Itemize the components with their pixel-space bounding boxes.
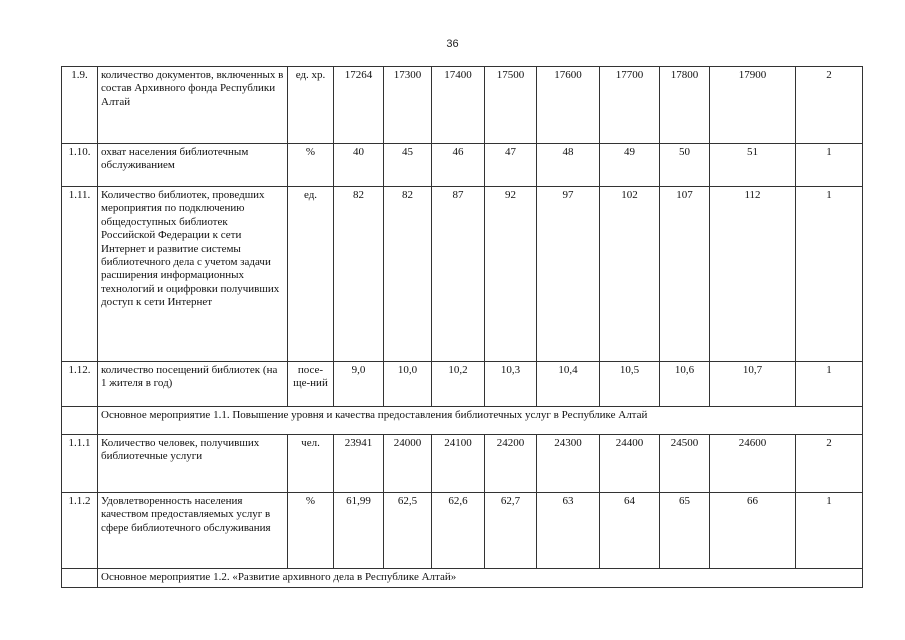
section-row [62,407,863,435]
value-cell: 17900 [710,67,796,144]
value-cell: 17400 [432,67,485,144]
unit-cell: % [288,144,334,187]
indicator-name: количество посещений библиотек (на 1 жителя в год) [98,362,288,407]
weight-cell: 1 [796,187,863,362]
weight-cell: 2 [796,67,863,144]
indicator-name: Удовлетворенность населения качеством предоставляемых услуг в сфере библиотечного обслуживания [98,493,288,569]
indicator-name: количество документов, включенных в состав Архивного фонда Республики Алтай [98,67,288,144]
value-cell: 24100 [432,435,485,493]
value-cell: 112 [710,187,796,362]
value-cell: 10,6 [660,362,710,407]
indicator-name: Количество библиотек, проведших мероприятия по подключению общедоступных библиотек Российской Федерации к сети Интернет и развитие системы библиотечного дела с учетом задачи расширения информационных технологий и оцифровки получивших доступ к сети Интернет [98,187,288,362]
section-title: Основное мероприятие 1.2. «Развитие архивного дела в Республике Алтай» [98,569,863,588]
section-title: Основное мероприятие 1.1. Повышение уровня и качества предоставления библиотечных услуг в Республике Алтай [98,407,863,435]
indicator-name: охват населения библиотечным обслуживанием [98,144,288,187]
unit-cell: ед. [288,187,334,362]
indicators-table [61,66,863,588]
value-cell: 17600 [537,67,600,144]
table-row [62,144,863,187]
value-cell: 47 [485,144,537,187]
value-cell: 10,5 [600,362,660,407]
row-code: 1.11. [62,187,98,362]
page-number: 36 [446,38,459,50]
value-cell: 17800 [660,67,710,144]
value-cell: 50 [660,144,710,187]
value-cell: 10,2 [432,362,485,407]
value-cell: 10,7 [710,362,796,407]
value-cell: 87 [432,187,485,362]
row-code: 1.9. [62,67,98,144]
value-cell: 46 [432,144,485,187]
value-cell: 10,0 [384,362,432,407]
indicator-name: Количество человек, получивших библиотечные услуги [98,435,288,493]
unit-cell: % [288,493,334,569]
value-cell: 82 [384,187,432,362]
value-cell: 62,6 [432,493,485,569]
value-cell: 10,3 [485,362,537,407]
table-row [62,493,863,569]
value-cell: 107 [660,187,710,362]
table-row [62,187,863,362]
value-cell: 45 [384,144,432,187]
value-cell: 63 [537,493,600,569]
unit-cell: посе-ще-ний [288,362,334,407]
value-cell: 102 [600,187,660,362]
value-cell: 17700 [600,67,660,144]
value-cell: 65 [660,493,710,569]
value-cell: 24200 [485,435,537,493]
value-cell: 62,5 [384,493,432,569]
value-cell: 66 [710,493,796,569]
unit-cell: чел. [288,435,334,493]
value-cell: 17500 [485,67,537,144]
empty-cell [62,569,98,588]
unit-cell: ед. хр. [288,67,334,144]
row-code: 1.12. [62,362,98,407]
weight-cell: 1 [796,362,863,407]
value-cell: 24000 [384,435,432,493]
value-cell: 17300 [384,67,432,144]
value-cell: 10,4 [537,362,600,407]
value-cell: 51 [710,144,796,187]
table-row [62,67,863,144]
value-cell: 24300 [537,435,600,493]
value-cell: 92 [485,187,537,362]
value-cell: 24400 [600,435,660,493]
value-cell: 64 [600,493,660,569]
value-cell: 48 [537,144,600,187]
value-cell: 97 [537,187,600,362]
indicators-table-body [62,67,863,588]
value-cell: 9,0 [334,362,384,407]
value-cell: 49 [600,144,660,187]
section-row [62,569,863,588]
table-row [62,362,863,407]
row-code: 1.1.2 [62,493,98,569]
value-cell: 23941 [334,435,384,493]
value-cell: 17264 [334,67,384,144]
value-cell: 62,7 [485,493,537,569]
table-row [62,435,863,493]
value-cell: 24600 [710,435,796,493]
empty-cell [62,407,98,435]
row-code: 1.10. [62,144,98,187]
weight-cell: 1 [796,144,863,187]
value-cell: 82 [334,187,384,362]
weight-cell: 1 [796,493,863,569]
row-code: 1.1.1 [62,435,98,493]
weight-cell: 2 [796,435,863,493]
value-cell: 40 [334,144,384,187]
value-cell: 61,99 [334,493,384,569]
value-cell: 24500 [660,435,710,493]
